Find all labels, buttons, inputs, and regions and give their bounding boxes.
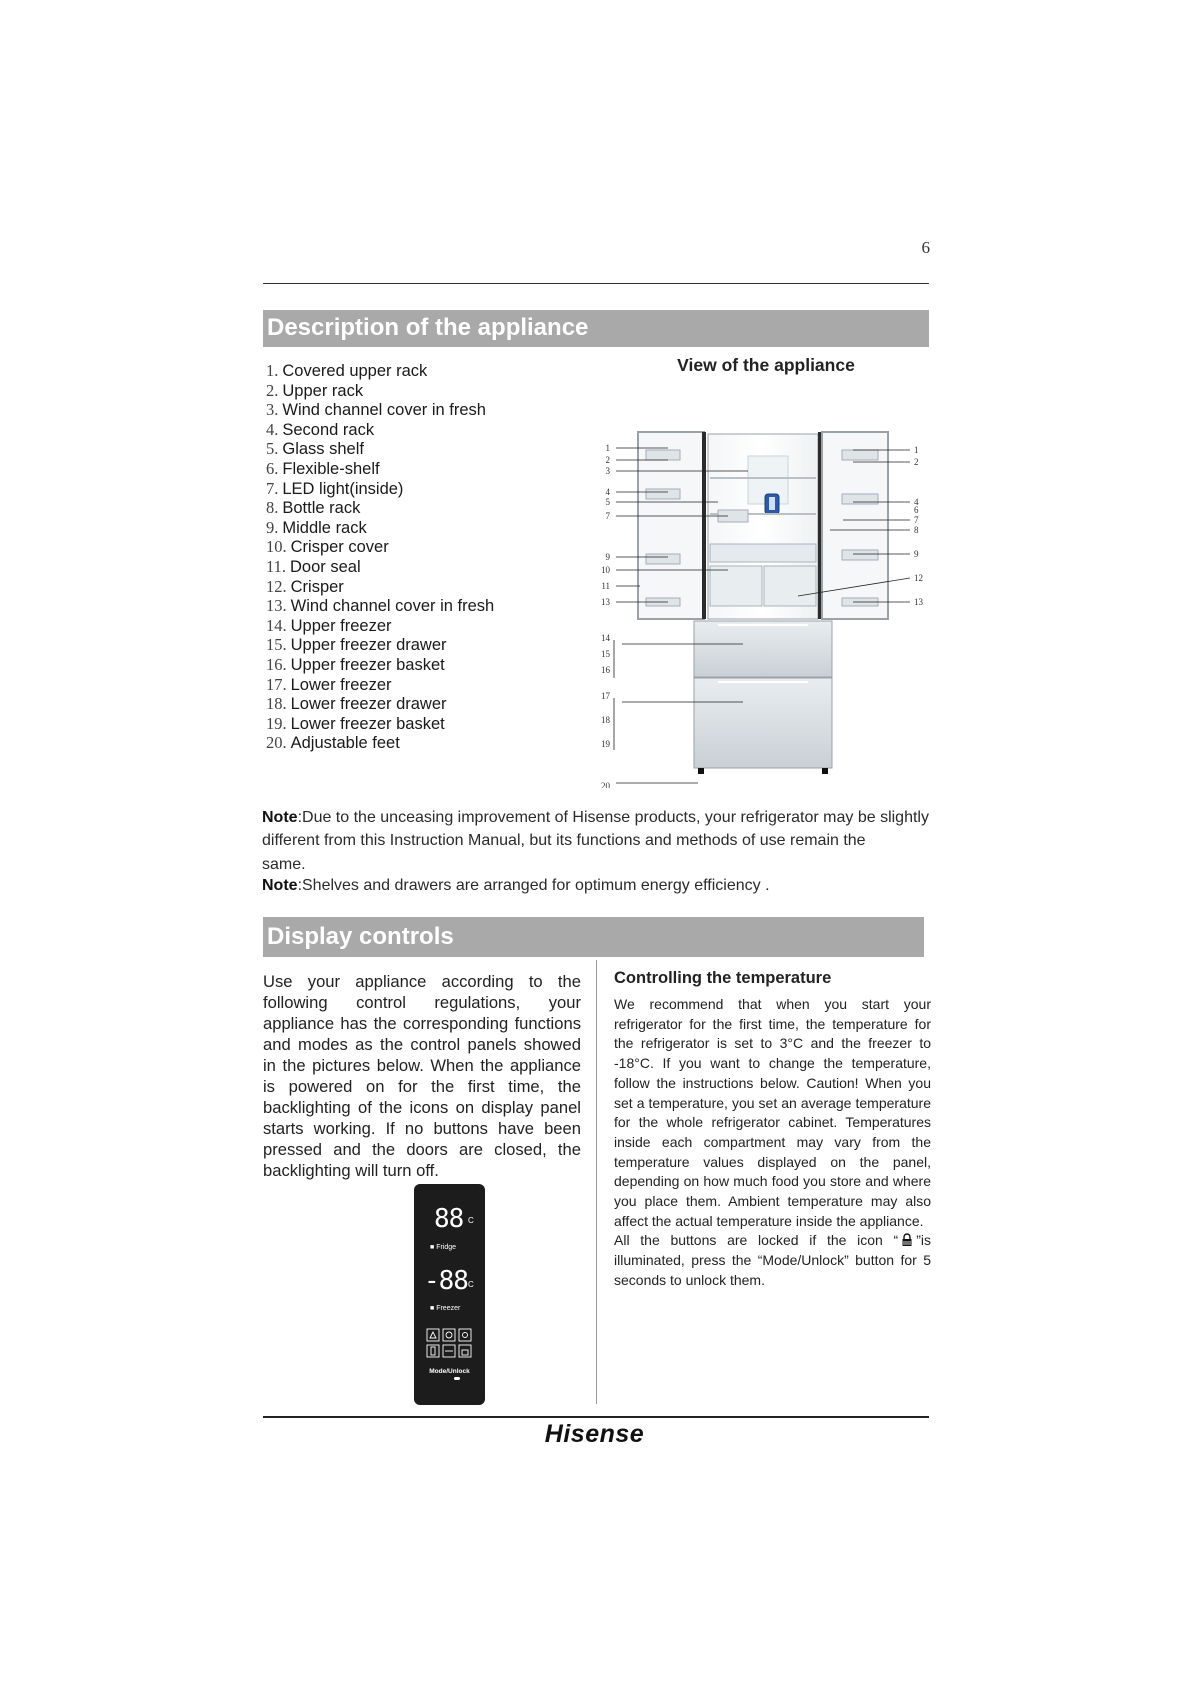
parts-list-item	[266, 733, 494, 753]
brand-logo: Hisense	[544, 1420, 645, 1448]
unit-c: C	[468, 1280, 474, 1289]
part-label: Lower freezer drawer	[290, 695, 447, 714]
part-label: Middle rack	[282, 518, 367, 537]
parts-list-item	[266, 675, 494, 695]
part-number: 3.	[266, 400, 279, 420]
part-number: 9.	[266, 517, 279, 537]
part-number: 10.	[266, 537, 287, 557]
lower-freezer-drawer	[694, 678, 832, 768]
callout-left: 17	[601, 691, 610, 701]
part-label: Bottle rack	[282, 499, 361, 518]
control-panel	[414, 1184, 485, 1405]
use-instructions: Use your appliance according to the following control regulations, your appliance has the corresponding functions and modes as the control panels showed in the pictures below. When the appliance is powered on for the first time, the backlighting of the icons on display panel starts working. If no buttons have been pressed and the doors are closed, the backlighting will turn off.	[263, 972, 581, 1180]
control-text-1: We recommend that when you start your refrigerator for the first time, the temperature for the refrigerator is set to 3°C and the freezer to -18°C. If you want to change the temperature, follow the instructions below. Caution! When you set a temperature, you set an average temperature for the whole refrigerator cabinet. Temperatures inside each compartment may vary from the temperature values displayed on the panel, depending on how much food you store and where you place them. Ambient temperature may also affect the actual temperature inside the appliance.	[614, 996, 931, 1229]
part-label: Second rack	[282, 420, 375, 439]
section-heading-display: Display controls	[263, 917, 924, 957]
lock-icon	[900, 1233, 914, 1247]
callout-left: 4	[605, 487, 610, 497]
freezer-label-text: Freezer	[436, 1305, 461, 1312]
control-text	[614, 995, 931, 1291]
callout-left: 11	[601, 581, 610, 591]
part-label: Upper freezer drawer	[290, 636, 447, 655]
mode-unlock-button[interactable]: Mode/Unlock	[429, 1368, 470, 1375]
freezer-temp-display: -88	[424, 1266, 468, 1296]
part-label: Adjustable feet	[290, 734, 400, 753]
callout-left: 19	[601, 739, 610, 749]
parts-list-item	[266, 596, 494, 616]
part-number: 5.	[266, 439, 279, 459]
parts-list-item	[266, 498, 494, 518]
part-number: 8.	[266, 498, 279, 518]
part-number: 16.	[266, 654, 287, 674]
part-number: 19.	[266, 713, 287, 733]
part-number: 4.	[266, 419, 279, 439]
part-label: Door seal	[290, 557, 361, 576]
bottom-rule	[263, 1416, 929, 1418]
crisper-cover	[710, 544, 816, 562]
note-1-line-3: same.	[262, 856, 306, 873]
callout-right: 13	[914, 597, 923, 607]
top-rule	[263, 283, 929, 284]
parts-list-item	[266, 635, 494, 655]
parts-list-item	[266, 557, 494, 577]
view-title: View of the appliance	[677, 355, 855, 375]
part-number: 17.	[266, 674, 287, 694]
freezer-unit	[468, 1280, 474, 1289]
part-label: Covered upper rack	[282, 362, 428, 380]
callout-right: 8	[914, 525, 919, 535]
parts-list-item	[266, 420, 494, 440]
parts-list-item	[266, 518, 494, 538]
parts-list-item	[266, 714, 494, 734]
callout-right: 12	[914, 573, 923, 583]
part-number: 20.	[266, 733, 287, 753]
snowflake-icon	[443, 1329, 455, 1341]
part-label: Wind channel cover in fresh	[282, 401, 486, 420]
note-1-line-2: different from this Instruction Manual, but its functions and methods of use remain the	[262, 832, 866, 849]
callout-left: 3	[605, 466, 610, 476]
part-label: Lower freezer basket	[290, 714, 445, 733]
callout-left: 7	[605, 511, 610, 521]
section-heading-description: Description of the appliance	[263, 310, 929, 347]
control-text-2a: All the buttons are locked if the icon “	[614, 1232, 899, 1249]
parts-list-item	[266, 400, 494, 420]
note-2-text: :Shelves and drawers are arranged for optimum energy efficiency .	[297, 877, 770, 894]
part-label: Flexible-shelf	[282, 459, 380, 478]
parts-list-item	[266, 439, 494, 459]
part-number: 1.	[266, 361, 279, 380]
control-text-2b: ”is illuminated, press the “Mode/Unlock” button for 5 seconds to unlock them.	[614, 1232, 931, 1288]
parts-list-item	[266, 577, 494, 597]
callout-right: 2	[914, 457, 919, 467]
fridge-unit	[468, 1216, 474, 1225]
part-label: Upper freezer basket	[290, 655, 445, 674]
fan-icon	[427, 1329, 439, 1341]
note-2	[262, 877, 770, 895]
crisper-right	[764, 566, 816, 606]
part-label: Crisper	[290, 577, 344, 596]
callout-right: 6	[914, 505, 919, 515]
part-number: 6.	[266, 458, 279, 478]
callout-right: 1	[914, 445, 919, 455]
callout-left: 13	[601, 597, 610, 607]
foot-left	[698, 768, 704, 774]
mode-unlock-indicator	[454, 1377, 460, 1380]
part-number: 7.	[266, 478, 279, 498]
callout-left: 18	[601, 715, 610, 725]
parts-list-item	[266, 479, 494, 499]
part-label: Wind channel cover in fresh	[290, 597, 495, 616]
fridge-temp-display: 88	[434, 1204, 464, 1234]
panel-icon-grid	[426, 1328, 474, 1360]
part-number: 18.	[266, 694, 287, 714]
control-text-2	[614, 1231, 931, 1290]
callout-right: 9	[914, 549, 919, 559]
crisper-left	[710, 566, 762, 606]
callout-right: 4	[914, 497, 919, 507]
part-number: 11.	[266, 556, 287, 576]
control-title: Controlling the temperature	[614, 969, 832, 987]
part-number: 14.	[266, 615, 287, 635]
parts-list-item	[266, 361, 494, 381]
callout-left: 10	[601, 565, 610, 575]
parts-list-item	[266, 381, 494, 401]
part-label: LED light(inside)	[282, 479, 404, 498]
page-number: 6	[921, 238, 930, 257]
unit-c: C	[468, 1216, 474, 1225]
callout-left: 15	[601, 649, 610, 659]
callout-left: 5	[605, 497, 610, 507]
part-number: 15.	[266, 635, 287, 655]
callout-left: 14	[601, 633, 610, 643]
part-label: Upper freezer	[290, 616, 392, 635]
parts-list-item	[266, 459, 494, 479]
fridge-label: ■ Fridge	[430, 1244, 457, 1251]
note-1-text-1: :Due to the unceasing improvement of Hisense products, your refrigerator may be slightly	[297, 809, 929, 826]
note-label: Note	[262, 809, 298, 826]
note-1-line-1	[262, 809, 929, 827]
parts-list-item	[266, 537, 494, 557]
freezer-label: ■ Freezer	[430, 1305, 461, 1312]
fridge-illustration	[598, 426, 928, 788]
parts-list	[266, 361, 494, 753]
part-label: Lower freezer	[290, 675, 392, 694]
search-icon	[459, 1329, 471, 1341]
part-label: Crisper cover	[290, 538, 389, 557]
callout-right: 7	[914, 515, 919, 525]
note-label: Note	[262, 877, 298, 894]
parts-list-item	[266, 655, 494, 675]
part-number: 12.	[266, 576, 287, 596]
callout-left: 9	[605, 552, 610, 562]
upper-freezer-drawer	[694, 621, 832, 677]
column-divider	[596, 960, 597, 1404]
left-door-seal	[702, 432, 706, 619]
parts-list-item	[266, 694, 494, 714]
callout-left: 16	[601, 665, 610, 675]
callout-left: 20	[601, 781, 610, 788]
part-number: 2.	[266, 380, 279, 400]
part-label: Glass shelf	[282, 440, 364, 459]
callout-left: 2	[605, 455, 610, 465]
parts-list-item	[266, 616, 494, 636]
part-number: 13.	[266, 596, 287, 616]
part-label: Upper rack	[282, 381, 364, 400]
foot-right	[822, 768, 828, 774]
callout-left: 1	[605, 443, 610, 453]
fridge-label-text: Fridge	[436, 1244, 457, 1251]
